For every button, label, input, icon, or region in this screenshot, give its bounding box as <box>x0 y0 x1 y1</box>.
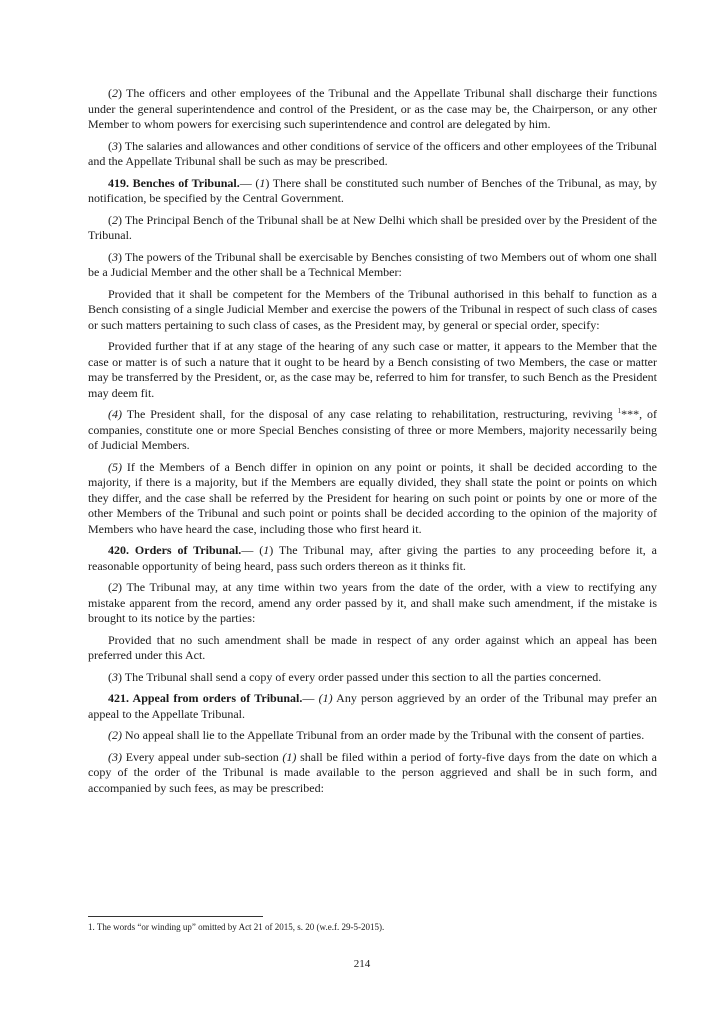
clause-number: (5) <box>108 459 122 474</box>
footnote-divider <box>88 916 263 917</box>
paragraph <box>88 460 657 538</box>
paragraph-text: Every appeal under sub-section <box>122 749 283 764</box>
section-heading: 419. Benches of Tribunal. <box>108 175 240 190</box>
paragraph-text: Provided further that if at any stage of the hearing of any such case or matter, it appears to the Member that the case or matter is of such a nature that it ought to be heard by a Bench consisting of two Members, the case or matter may be transferred by the President, or, as the case may be, referred to him for transfer, to such Bench as the President may deem fit. <box>88 339 657 400</box>
paragraph <box>88 691 657 722</box>
paragraph-text: ) The powers of the Tribunal shall be exercisable by Benches consisting of two Members out of whom one shall be a Judicial Member and the other shall be a Technical Member: <box>88 249 657 279</box>
paragraph-text: ) The Tribunal may, at any time within two years from the date of the order, with a view to rectifying any mistake apparent from the record, amend any order passed by it, and shall make such amendment, if the mistake is brought to its notice by the parties: <box>88 580 657 625</box>
paragraph-text: ) The Tribunal may, after giving the parties to any proceeding before it, a reasonable opportunity of being heard, pass such orders thereon as it thinks fit. <box>88 543 657 573</box>
clause-number: (2) <box>108 728 122 742</box>
clause-number: (4) <box>108 407 122 421</box>
paragraph-text: ( <box>108 212 112 227</box>
paragraph-text: ( <box>108 580 112 594</box>
paragraph <box>88 213 657 244</box>
footnote: 1. The words “or winding up” omitted by Act 21 of 2015, s. 20 (w.e.f. 29-5-2015). <box>88 922 385 932</box>
paragraph <box>88 543 657 574</box>
page-number: 214 <box>353 958 371 970</box>
paragraph <box>88 728 657 744</box>
clause-number: 3 <box>112 249 118 264</box>
clause-number: 2 <box>112 86 118 100</box>
clause-number: 2 <box>112 212 118 227</box>
paragraph <box>88 339 657 401</box>
paragraph-text: ***, of companies, constitute one or more Special Benches consisting of three or more Members, majority necessarily being of Judicial Members. <box>88 407 657 452</box>
footnote-marker: 1 <box>617 407 622 415</box>
paragraph-text: — ( <box>239 175 260 190</box>
paragraph <box>88 250 657 281</box>
clause-number: 3 <box>112 138 118 153</box>
paragraph <box>88 633 657 664</box>
paragraph <box>88 86 657 133</box>
paragraph-text: ( <box>108 669 112 684</box>
paragraph-text: Any person aggrieved by an order of the Tribunal may prefer an appeal to the Appellate Tribunal. <box>88 691 658 721</box>
paragraph <box>88 750 657 797</box>
paragraph-text: Provided that it shall be competent for the Members of the Tribunal authorised in this behalf to function as a Bench consisting of a single Judicial Member and exercise the powers of the Tribunal in respect of such class of cases or such matters pertaining to such class of cases, as the President may, by general or special order, specify: <box>88 286 657 332</box>
clause-number: 1 <box>259 175 266 190</box>
paragraph <box>88 139 657 170</box>
paragraph-text: The President shall, for the disposal of any case relating to rehabilitation, restructuring, reviving <box>122 407 618 421</box>
paragraph-text: If the Members of a Bench differ in opinion on any point or points, it shall be decided according to the majority, if there is a majority, but if the Members are equally divided, they shall state the point or points on which they differ, and the case shall be referred by the President for hearing on such point or points by one or more of the other Members of the Tribunal and such point or points shall be decided according to the opinion of the majority of Members who have heard the case, including those who first heard it. <box>88 459 657 536</box>
paragraph-text: — ( <box>241 543 264 557</box>
paragraph <box>88 670 657 686</box>
clause-number: (1) <box>282 749 297 764</box>
paragraph-text: ) The salaries and allowances and other conditions of service of the officers and other employees of the Tribunal and the Appellate Tribunal shall be such as may be prescribed. <box>88 138 657 168</box>
paragraph-text: ) There shall be constituted such number of Benches of the Tribunal, as may, by notification, be specified by the Central Government. <box>88 175 658 205</box>
section-heading: 421. Appeal from orders of Tribunal. <box>108 691 303 705</box>
paragraph <box>88 580 657 627</box>
paragraph <box>88 287 657 334</box>
paragraph-text: ) The officers and other employees of the Tribunal and the Appellate Tribunal shall discharge their functions under the general superintendence and control of the President, or as the case may be, the Chairperson, or any other Member to whom powers for exercising such superintendence and control are delegated by him. <box>88 86 657 131</box>
paragraph-text: ( <box>108 138 112 153</box>
clause-number: 2 <box>112 580 118 594</box>
clause-number: (1) <box>318 691 333 705</box>
section-heading: 420. Orders of Tribunal. <box>108 543 242 557</box>
paragraph-text: ( <box>108 249 112 264</box>
paragraph <box>88 407 657 454</box>
clause-number: (3) <box>108 749 122 764</box>
paragraph-text: ) The Tribunal shall send a copy of every order passed under this section to all the parties concerned. <box>118 669 602 684</box>
clause-number: 1 <box>263 543 270 557</box>
paragraph <box>88 176 657 207</box>
clause-number: 3 <box>112 669 118 684</box>
paragraph-text: ) The Principal Bench of the Tribunal shall be at New Delhi which shall be presided over by the President of the Tribunal. <box>88 212 657 242</box>
paragraph-text: ( <box>108 86 112 100</box>
document-body <box>88 86 657 802</box>
paragraph-text: shall be filed within a period of forty-five days from the date on which a copy of the order of the Tribunal is made available to the person aggrieved and shall be in such form, and accompanied by such fees, as may be prescribed: <box>88 749 657 795</box>
paragraph-text: No appeal shall lie to the Appellate Tribunal from an order made by the Tribunal with the consent of parties. <box>122 728 645 742</box>
paragraph-text: — <box>302 691 319 705</box>
paragraph-text: Provided that no such amendment shall be made in respect of any order against which an appeal has been preferred under this Act. <box>88 632 657 662</box>
